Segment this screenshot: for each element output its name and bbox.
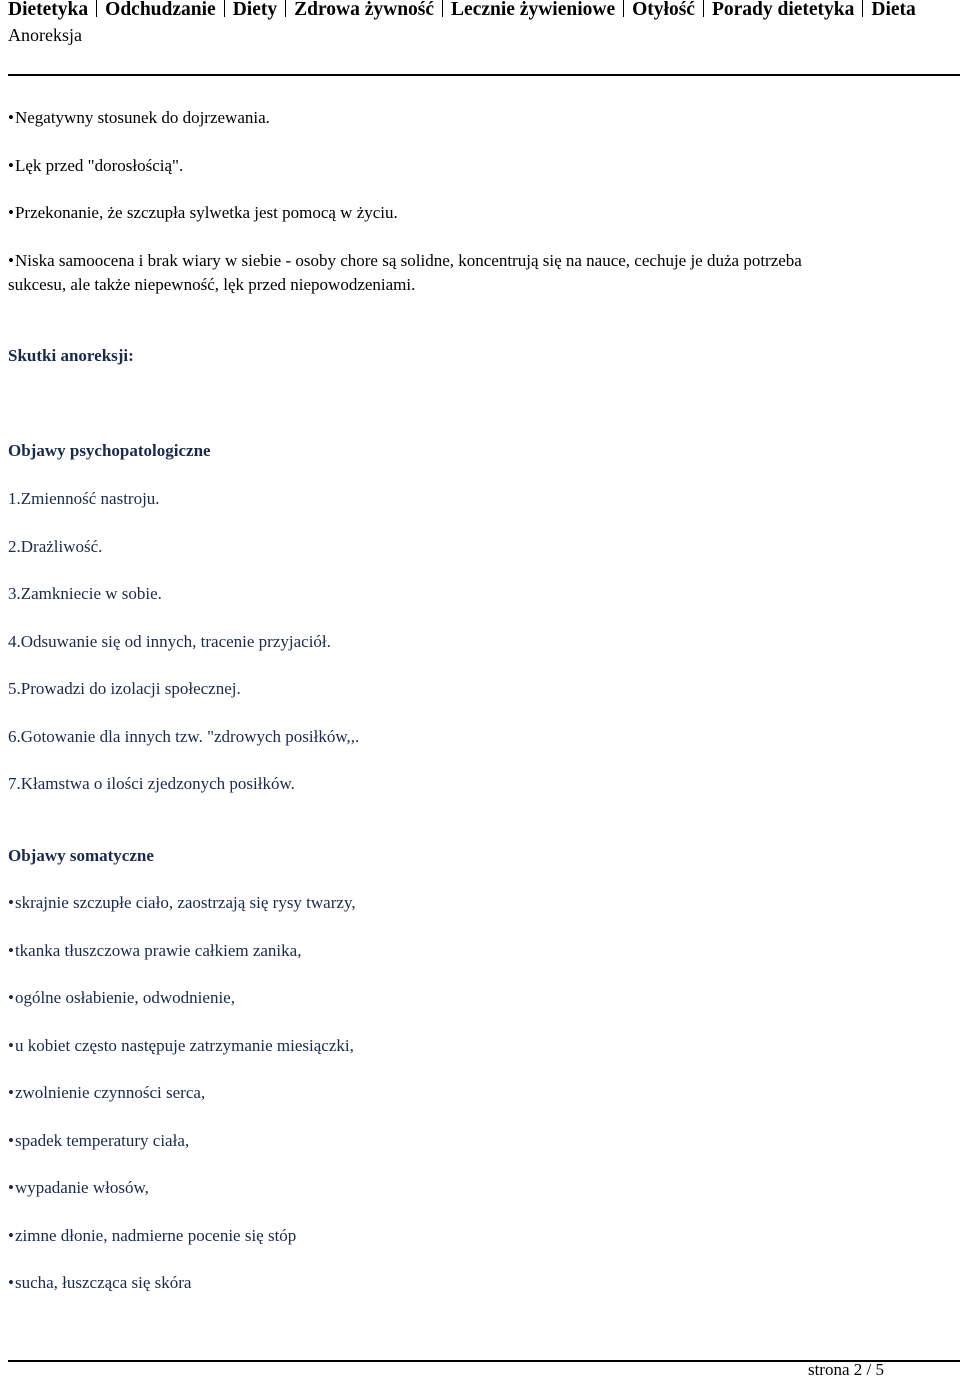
psych-item: 1.Zmienność nastroju. bbox=[8, 489, 160, 508]
nav-item-lecznie-zywieniowe[interactable]: Lecznie żywieniowe bbox=[451, 0, 616, 20]
nav-item-diety[interactable]: Diety bbox=[232, 0, 278, 20]
page-subtitle: Anoreksja bbox=[8, 25, 82, 45]
effects-heading: Skutki anoreksji: bbox=[8, 346, 134, 365]
nav-item-dieta[interactable]: Dieta bbox=[871, 0, 916, 20]
nav-item-otylosc[interactable]: Otyłość bbox=[632, 0, 695, 20]
psych-item: 7.Kłamstwa o ilości zjedzonych posiłków. bbox=[8, 774, 295, 793]
cause-item: • Niska samoocena i brak wiary w siebie - osoby chore są solidne, koncentrują się na nauce, cechuje je duża potrzeba bbox=[8, 248, 802, 273]
somatic-item: • u kobiet często następuje zatrzymanie miesiączki, bbox=[8, 1033, 354, 1058]
nav-separator bbox=[96, 0, 97, 17]
nav-separator bbox=[442, 0, 443, 17]
psych-item: 2.Drażliwość. bbox=[8, 537, 103, 556]
somatic-item: • zimne dłonie, nadmierne pocenie się stóp bbox=[8, 1223, 296, 1248]
header-nav bbox=[8, 0, 916, 22]
psych-item: 3.Zamkniecie w sobie. bbox=[8, 584, 162, 603]
psych-heading: Objawy psychopatologiczne bbox=[8, 441, 211, 460]
somatic-heading: Objawy somatyczne bbox=[8, 846, 154, 865]
nav-item-porady-dietetyka[interactable]: Porady dietetyka bbox=[711, 0, 855, 20]
psych-item: 4.Odsuwanie się od innych, tracenie przyjaciół. bbox=[8, 632, 331, 651]
nav-item-zdrowa-zywnosc[interactable]: Zdrowa żywność bbox=[294, 0, 435, 20]
somatic-item: • tkanka tłuszczowa prawie całkiem zanika, bbox=[8, 938, 301, 963]
cause-item: • Negatywny stosunek do dojrzewania. bbox=[8, 105, 270, 130]
nav-item-dietetyka[interactable]: Dietetyka bbox=[8, 0, 89, 20]
psych-item: 6.Gotowanie dla innych tzw. "zdrowych posiłków,,. bbox=[8, 727, 360, 746]
nav-separator bbox=[862, 0, 863, 17]
cause-item-continuation: sukcesu, ale także niepewność, lęk przed niepowodzeniami. bbox=[8, 275, 416, 294]
somatic-item: • wypadanie włosów, bbox=[8, 1175, 149, 1200]
nav-separator bbox=[623, 0, 624, 17]
nav-item-odchudzanie[interactable]: Odchudzanie bbox=[105, 0, 216, 20]
somatic-item: • ogólne osłabienie, odwodnienie, bbox=[8, 985, 235, 1010]
somatic-item: • spadek temperatury ciała, bbox=[8, 1128, 189, 1153]
nav-separator bbox=[703, 0, 704, 17]
cause-item: • Przekonanie, że szczupła sylwetka jest pomocą w życiu. bbox=[8, 200, 398, 225]
somatic-item: • zwolnienie czynności serca, bbox=[8, 1080, 205, 1105]
page-header bbox=[8, 0, 960, 76]
somatic-item: • sucha, łuszcząca się skóra bbox=[8, 1270, 191, 1295]
page-number: strona 2 / 5 bbox=[807, 1360, 884, 1379]
cause-item: • Lęk przed "dorosłością". bbox=[8, 153, 183, 178]
psych-item: 5.Prowadzi do izolacji społecznej. bbox=[8, 679, 241, 698]
nav-separator bbox=[224, 0, 225, 17]
somatic-item: • skrajnie szczupłe ciało, zaostrzają się rysy twarzy, bbox=[8, 890, 356, 915]
nav-separator bbox=[285, 0, 286, 17]
